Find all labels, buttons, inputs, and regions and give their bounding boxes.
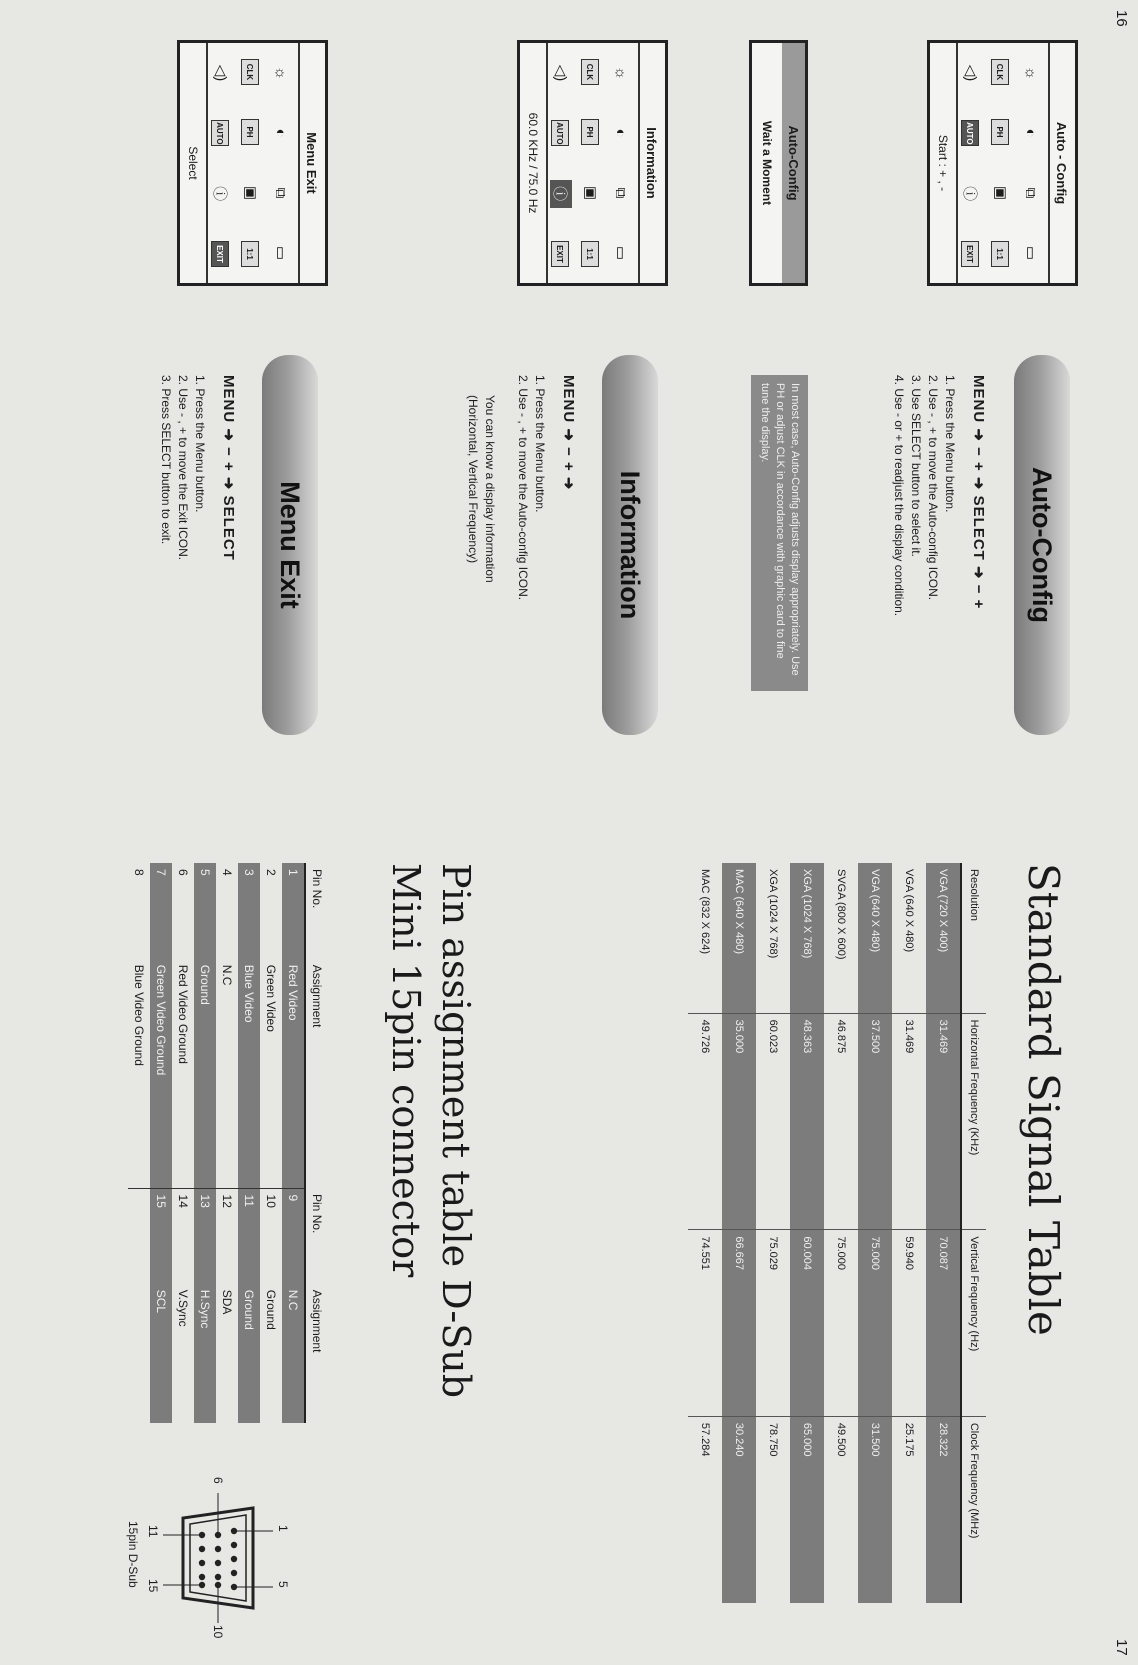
table-cell: 7: [150, 863, 172, 959]
size-icon: ▭: [272, 245, 289, 261]
table-cell: N.C: [220, 964, 234, 986]
table-cell: Blue Video Ground: [132, 964, 146, 1066]
signal-table: [688, 863, 986, 1603]
contrast-icon: ◐: [1022, 128, 1040, 138]
step: 1. Press the Menu button.: [193, 375, 207, 513]
table-cell: 31.469: [892, 1013, 926, 1230]
page-16: [0, 0, 1138, 832]
osd-footer: Select: [180, 43, 208, 283]
table-cell: 1: [282, 863, 305, 959]
table-cell: V.Sync: [176, 1289, 190, 1327]
column-header: Horizontal Frequency (KHz): [961, 1013, 986, 1230]
table-cell: 37.500: [858, 1013, 892, 1230]
pin-table-row: [216, 863, 238, 1423]
table-cell: 66.667: [722, 1230, 756, 1416]
pin-table-header: [305, 863, 328, 1423]
signal-table-row: [824, 863, 858, 1603]
ratio-icon: 1:1: [581, 241, 599, 267]
signal-table-row: [756, 863, 790, 1603]
osd-footer: Start : + , -: [930, 43, 958, 283]
column-header: Resolution: [961, 863, 986, 1013]
table-cell: 30.240: [722, 1416, 756, 1603]
osd-icon-row: [608, 43, 638, 283]
table-cell: SVGA (800 X 600): [835, 869, 847, 960]
table-cell: 14: [172, 1188, 194, 1284]
step: 1. Press the Menu button.: [533, 375, 547, 513]
information-steps: [514, 375, 548, 600]
auto-config-osd: [927, 40, 1078, 286]
table-cell: 65.000: [790, 1416, 824, 1603]
pin-table-row: [238, 863, 260, 1423]
pin-table-row: [128, 863, 150, 1423]
brightness-icon: ☼: [612, 66, 630, 80]
auto-config-icon: AUTO: [961, 120, 979, 146]
auto-config-note: In most case, Auto-Config adjusts display appropriately. Use PH or adjust CLK in accordance with graphic card to fine tune the display.: [751, 375, 808, 691]
table-cell: Blue Video: [238, 959, 260, 1188]
table-cell: 35.000: [722, 1013, 756, 1230]
step: 3. Press SELECT button to exit.: [159, 375, 173, 545]
table-cell: Green Video: [264, 964, 278, 1032]
osd-icon-row: [208, 43, 238, 283]
pin-table-row: [260, 863, 282, 1423]
brightness-icon: ☼: [272, 66, 290, 80]
table-cell: 2: [264, 869, 278, 876]
table-cell: SDA: [220, 1289, 234, 1315]
table-cell: 46.875: [824, 1013, 858, 1230]
pin-table-subtitle: Mini 15pin connector: [384, 863, 428, 1278]
information-banner: Information: [602, 355, 658, 735]
table-cell: N.C: [282, 1284, 305, 1423]
menu-exit-osd: [177, 40, 328, 286]
table-cell: 75.000: [858, 1230, 892, 1416]
table-cell: 28.322: [926, 1416, 961, 1603]
position-icon: ⧉: [612, 187, 630, 199]
signal-table-header: [961, 863, 986, 1603]
position-icon: ⧉: [272, 187, 290, 199]
position-icon: ⧉: [1022, 187, 1040, 199]
table-cell: 48.363: [790, 1013, 824, 1230]
table-cell: 75.029: [756, 1230, 790, 1416]
auto-config-icon: AUTO: [211, 120, 229, 146]
dsub-connector-icon: [128, 1473, 298, 1643]
exit-icon: EXIT: [551, 241, 569, 267]
display-icon: ▣: [582, 185, 599, 201]
table-cell: 11: [238, 1188, 260, 1284]
clock-icon: CLK: [991, 59, 1009, 85]
display-icon: ▣: [242, 185, 259, 201]
table-cell: Ground: [264, 1289, 278, 1330]
osd-footer: 60.0 KHz / 75.0 Hz: [520, 43, 548, 283]
auto-config-section: [818, 40, 1078, 820]
table-cell: MAC (640 X 480): [722, 863, 756, 1013]
auto-config-banner: Auto-Config: [1014, 355, 1070, 735]
osd-icon-row: [268, 43, 298, 283]
wait-box: [749, 40, 808, 286]
phase-icon: PH: [581, 119, 599, 145]
table-cell: Red Video Ground: [176, 964, 190, 1064]
pin-table-row: [172, 863, 194, 1423]
column-header: Pin No.: [305, 1188, 328, 1284]
size-icon: ▭: [1022, 245, 1039, 261]
wait-message: Wait a Moment: [760, 120, 774, 206]
table-cell: 25.175: [892, 1416, 926, 1603]
table-cell: VGA (720 X 400): [926, 863, 961, 1013]
step: 2. Use - , + to move the Auto-config ICON.: [516, 375, 530, 601]
pin-label: 10: [211, 1625, 225, 1639]
exit-icon: EXIT: [961, 241, 979, 267]
pin-table-title: Pin assignment table D-Sub: [434, 863, 478, 1399]
auto-config-steps: [890, 375, 958, 616]
table-cell: VGA (640 X 480): [903, 869, 915, 953]
display-icon: ▣: [992, 185, 1009, 201]
signal-table-row: [790, 863, 824, 1603]
menu-exit-section: [38, 40, 338, 820]
column-header: Clock Frequency (MHz): [961, 1416, 986, 1603]
table-cell: Ground: [194, 959, 216, 1188]
osd-icon-row: [958, 43, 988, 283]
pin-label: 1: [276, 1525, 290, 1532]
information-icon: ⓘ: [211, 186, 229, 202]
information-icon: ⓘ: [550, 180, 572, 208]
ratio-icon: 1:1: [991, 241, 1009, 267]
exit-icon: EXIT: [211, 241, 229, 267]
table-cell: 4: [220, 869, 234, 876]
clock-icon: CLK: [581, 59, 599, 85]
connector-label: 15pin D-Sub: [126, 1521, 140, 1588]
osd-title: Menu Exit: [298, 43, 325, 283]
brightness-icon: ☼: [1022, 66, 1040, 80]
wait-title: Auto-Config: [782, 43, 805, 283]
table-cell: H.Sync: [194, 1284, 216, 1423]
information-section: [388, 40, 688, 820]
table-cell: 10: [260, 1188, 282, 1284]
volume-icon: ◁): [962, 64, 979, 82]
size-icon: ▭: [612, 245, 629, 261]
signal-table-row: [926, 863, 961, 1603]
column-header: Vertical Frequency (Hz): [961, 1230, 986, 1416]
pin-table-row: [194, 863, 216, 1423]
step: 1. Press the Menu button.: [943, 375, 957, 513]
step: 2. Use - , + to move the Exit ICON.: [176, 375, 190, 561]
table-cell: Ground: [238, 1284, 260, 1423]
information-icon: ⓘ: [961, 186, 979, 202]
osd-title: Information: [638, 43, 665, 283]
table-cell: 57.284: [688, 1416, 722, 1603]
table-cell: 59.940: [892, 1230, 926, 1416]
page-number-left: 16: [1113, 10, 1130, 27]
dsub-connector-diagram: [123, 1473, 298, 1643]
table-cell: SCL: [150, 1284, 172, 1423]
pin-table-row: [150, 863, 172, 1423]
table-cell: VGA (640 X 480): [858, 863, 892, 1013]
table-cell: 31.500: [858, 1416, 892, 1603]
osd-icon-row: [238, 43, 268, 283]
auto-config-wait-section: [698, 40, 808, 820]
table-cell: 5: [194, 863, 216, 959]
table-cell: 9: [282, 1188, 305, 1284]
osd-icon-row: [548, 43, 578, 283]
page-number-right: 17: [1113, 1639, 1130, 1656]
table-cell: 70.087: [926, 1230, 961, 1416]
table-cell: 3: [238, 863, 260, 959]
table-cell: [128, 1188, 150, 1284]
signal-table-row: [892, 863, 926, 1603]
signal-table-row: [688, 863, 722, 1603]
information-text: (Horizontal, Vertical Frequency): [466, 395, 480, 564]
step: 2. Use - , + to move the Auto-config ICON.: [926, 375, 940, 601]
signal-table-title: Standard Signal Table: [1019, 863, 1068, 1336]
volume-icon: ◁): [552, 64, 569, 82]
osd-icon-row: [988, 43, 1018, 283]
information-text: You can know a display information: [483, 395, 497, 583]
phase-icon: PH: [241, 119, 259, 145]
table-cell: MAC (832 X 624): [699, 869, 711, 954]
table-cell: 49.500: [824, 1416, 858, 1603]
contrast-icon: ◐: [272, 128, 290, 138]
ratio-icon: 1:1: [241, 241, 259, 267]
table-cell: 49.726: [688, 1013, 722, 1230]
table-cell: 74.551: [688, 1230, 722, 1416]
information-osd: [517, 40, 668, 286]
table-cell: 31.469: [926, 1013, 961, 1230]
pin-label: 11: [146, 1525, 160, 1538]
signal-table-row: [722, 863, 756, 1603]
step: 4. Use - or + to readjust the display condition.: [892, 375, 906, 617]
osd-icon-row: [578, 43, 608, 283]
pin-label: 15: [146, 1579, 160, 1593]
table-cell: [128, 1284, 150, 1423]
step: 3. Use SELECT button to select it.: [909, 375, 923, 557]
column-header: Assignment: [305, 1284, 328, 1423]
table-cell: 13: [194, 1188, 216, 1284]
column-header: Pin No.: [305, 863, 328, 959]
table-cell: XGA (1024 X 768): [790, 863, 824, 1013]
table-cell: 60.004: [790, 1230, 824, 1416]
table-cell: XGA (1024 X 768): [767, 869, 779, 959]
table-cell: 60.023: [756, 1013, 790, 1230]
pin-table-row: [282, 863, 305, 1423]
information-sequence: MENU ➜ − + ➜: [560, 375, 577, 491]
table-cell: Green Video Ground: [150, 959, 172, 1188]
menu-exit-banner: Menu Exit: [262, 355, 318, 735]
pin-label: 6: [211, 1477, 225, 1484]
table-cell: 8: [132, 869, 146, 876]
pin-label: 5: [276, 1581, 290, 1588]
column-header: Assignment: [305, 959, 328, 1188]
phase-icon: PH: [991, 119, 1009, 145]
osd-icon-row: [1018, 43, 1048, 283]
osd-title: Auto - Config: [1048, 43, 1075, 283]
signal-table-row: [858, 863, 892, 1603]
table-cell: 6: [176, 869, 190, 876]
auto-config-sequence: MENU ➜ − + ➜ SELECT ➜ − +: [970, 375, 987, 610]
menu-exit-steps: [157, 375, 208, 560]
table-cell: Red Video: [282, 959, 305, 1188]
table-cell: 12: [216, 1188, 238, 1284]
clock-icon: CLK: [241, 59, 259, 85]
volume-icon: ◁): [212, 64, 229, 82]
page-17: [0, 833, 1138, 1665]
table-cell: 78.750: [756, 1416, 790, 1603]
table-cell: 75.000: [824, 1230, 858, 1416]
table-cell: 15: [150, 1188, 172, 1284]
auto-config-icon: AUTO: [551, 120, 569, 146]
menu-exit-sequence: MENU ➜ − + ➜ SELECT: [220, 375, 237, 561]
contrast-icon: ◐: [612, 128, 630, 138]
pin-table: [128, 863, 328, 1423]
